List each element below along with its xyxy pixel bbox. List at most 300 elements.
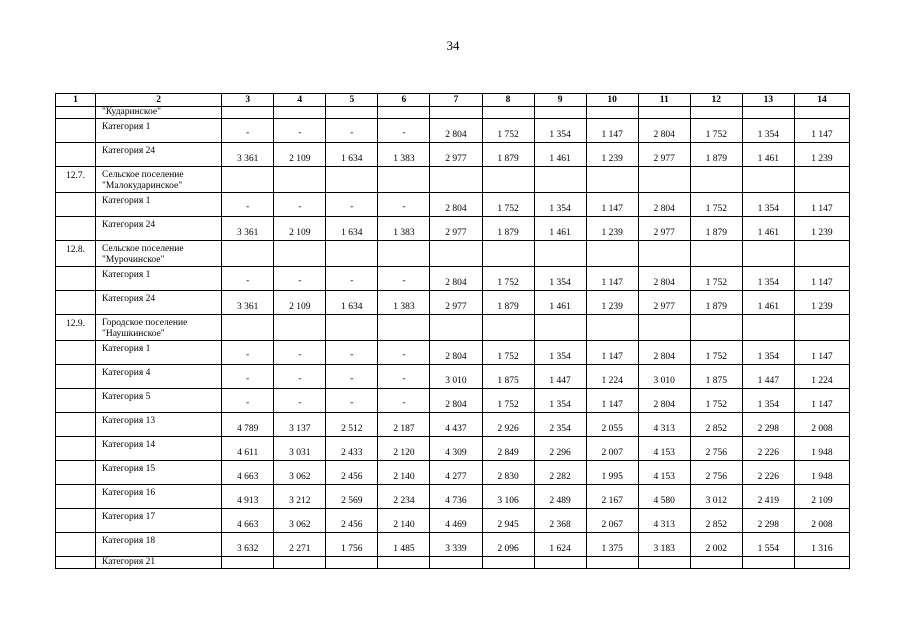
value-cell [742,241,794,267]
row-index: 12.9. [56,315,96,341]
value-cell: 4 277 [430,461,482,485]
row-index [56,509,96,533]
value-cell: 4 580 [638,485,690,509]
value-cell: 2 067 [586,509,638,533]
column-header-6: 6 [378,94,430,107]
row-index [56,107,96,119]
value-cell: 1 879 [482,143,534,167]
value-cell: 2 109 [274,217,326,241]
value-cell: 2 120 [378,437,430,461]
value-cell: 1 224 [794,365,849,389]
row-name: Категория 18 [96,533,222,557]
value-cell [794,315,849,341]
value-cell: 1 879 [690,217,742,241]
value-cell: - [326,119,378,143]
table-row [56,461,850,485]
row-index: 12.8. [56,241,96,267]
value-cell: 1 554 [742,533,794,557]
value-cell: - [274,365,326,389]
row-name: Категория 5 [96,389,222,413]
column-header-14: 14 [794,94,849,107]
column-header-1: 1 [56,94,96,107]
value-cell [274,167,326,193]
value-cell: 1 752 [690,389,742,413]
value-cell [690,107,742,119]
value-cell [430,557,482,569]
value-cell [326,557,378,569]
table-row [56,557,850,569]
value-cell: 2 226 [742,437,794,461]
row-name: Сельское поселение "Мурочинское" [96,241,222,267]
value-cell [794,241,849,267]
value-cell: 2 296 [534,437,586,461]
value-cell: 2 512 [326,413,378,437]
value-cell: 3 012 [690,485,742,509]
value-cell: 3 062 [274,461,326,485]
row-index [56,365,96,389]
row-name: Категория 13 [96,413,222,437]
value-cell: - [326,365,378,389]
value-cell: - [274,267,326,291]
value-cell: - [378,341,430,365]
value-cell [638,107,690,119]
value-cell: 2 804 [638,193,690,217]
value-cell: 4 789 [222,413,274,437]
value-cell [378,167,430,193]
value-cell [586,241,638,267]
value-cell: 1 752 [482,119,534,143]
value-cell: 3 183 [638,533,690,557]
value-cell: 2 140 [378,509,430,533]
value-cell: 1 239 [586,291,638,315]
row-index [56,341,96,365]
value-cell [690,315,742,341]
value-cell [690,557,742,569]
row-index: 12.7. [56,167,96,193]
value-cell: 2 298 [742,509,794,533]
value-cell [274,107,326,119]
value-cell: 3 106 [482,485,534,509]
value-cell: 1 354 [742,267,794,291]
value-cell: 1 624 [534,533,586,557]
row-index [56,143,96,167]
value-cell: 2 096 [482,533,534,557]
value-cell: 3 632 [222,533,274,557]
value-cell: 2 977 [430,291,482,315]
value-cell: 2 569 [326,485,378,509]
value-cell: 1 485 [378,533,430,557]
value-cell: 1 879 [690,291,742,315]
value-cell: 1 147 [586,341,638,365]
value-cell [638,241,690,267]
value-cell: 1 752 [690,119,742,143]
value-cell [482,107,534,119]
value-cell: - [378,193,430,217]
row-name: Категория 21 [96,557,222,569]
value-cell: 3 010 [430,365,482,389]
value-cell: 1 995 [586,461,638,485]
value-cell: - [274,119,326,143]
value-cell [274,241,326,267]
value-cell [534,107,586,119]
value-cell: 1 383 [378,143,430,167]
value-cell: - [222,389,274,413]
value-cell: 1 461 [742,217,794,241]
table-row [56,217,850,241]
value-cell [378,241,430,267]
value-cell: 2 007 [586,437,638,461]
value-cell: 1 461 [534,143,586,167]
table-row [56,533,850,557]
row-name: Категория 1 [96,267,222,291]
value-cell: 1 354 [534,193,586,217]
value-cell: 2 109 [794,485,849,509]
value-cell: 4 309 [430,437,482,461]
value-cell: 1 752 [482,267,534,291]
value-cell: 2 852 [690,509,742,533]
value-cell [222,315,274,341]
value-cell: - [274,341,326,365]
value-cell: - [378,389,430,413]
value-cell: 1 752 [690,267,742,291]
table-body [56,107,850,569]
value-cell: 2 008 [794,413,849,437]
row-name: Категория 14 [96,437,222,461]
row-index [56,119,96,143]
value-cell [274,557,326,569]
value-cell: 1 752 [690,341,742,365]
value-cell: 1 147 [794,119,849,143]
value-cell: 1 875 [482,365,534,389]
value-cell [326,107,378,119]
value-cell [326,315,378,341]
value-cell: 4 663 [222,461,274,485]
value-cell: 2 140 [378,461,430,485]
table-header-row [56,94,850,107]
value-cell: 1 875 [690,365,742,389]
value-cell: 2 756 [690,461,742,485]
value-cell: 1 354 [742,193,794,217]
value-cell: 1 354 [742,119,794,143]
value-cell: 2 977 [638,217,690,241]
value-cell: 1 756 [326,533,378,557]
row-name: Категория 17 [96,509,222,533]
value-cell: - [274,389,326,413]
value-cell: 2 109 [274,143,326,167]
value-cell: 1 354 [534,389,586,413]
tariff-table [55,93,850,569]
value-cell: - [378,365,430,389]
value-cell: 1 383 [378,217,430,241]
value-cell [222,107,274,119]
value-cell: 1 879 [482,291,534,315]
value-cell [742,315,794,341]
value-cell: 4 736 [430,485,482,509]
value-cell: 2 368 [534,509,586,533]
value-cell: 2 002 [690,533,742,557]
value-cell: 1 147 [794,267,849,291]
column-header-3: 3 [222,94,274,107]
value-cell [222,241,274,267]
value-cell: 1 147 [586,193,638,217]
value-cell: 2 456 [326,461,378,485]
row-name: Категория 1 [96,341,222,365]
row-index [56,413,96,437]
table-row [56,389,850,413]
value-cell: 2 433 [326,437,378,461]
value-cell: - [326,267,378,291]
value-cell: 1 879 [690,143,742,167]
value-cell: 2 804 [638,119,690,143]
row-index [56,485,96,509]
value-cell: 3 361 [222,217,274,241]
value-cell [690,241,742,267]
value-cell: 1 354 [534,341,586,365]
value-cell [534,557,586,569]
value-cell: 1 354 [742,341,794,365]
column-header-4: 4 [274,94,326,107]
section-row [56,167,850,193]
value-cell: 2 852 [690,413,742,437]
value-cell: 1 461 [742,291,794,315]
value-cell: 1 447 [742,365,794,389]
value-cell: 2 804 [430,119,482,143]
value-cell: 2 977 [430,217,482,241]
value-cell [586,315,638,341]
row-name: Категория 24 [96,217,222,241]
value-cell: - [274,193,326,217]
value-cell: 2 977 [638,291,690,315]
row-index [56,557,96,569]
row-index [56,389,96,413]
value-cell: - [378,267,430,291]
column-header-2: 2 [96,94,222,107]
value-cell [482,315,534,341]
value-cell [222,557,274,569]
value-cell: 2 234 [378,485,430,509]
value-cell: 2 282 [534,461,586,485]
value-cell: 1 461 [534,217,586,241]
value-cell: 1 461 [534,291,586,315]
value-cell: 1 383 [378,291,430,315]
column-header-5: 5 [326,94,378,107]
table-row [56,437,850,461]
row-name: Категория 15 [96,461,222,485]
row-index [56,193,96,217]
value-cell: 3 137 [274,413,326,437]
value-cell: 2 804 [638,267,690,291]
row-index [56,291,96,315]
value-cell [326,241,378,267]
value-cell [482,557,534,569]
value-cell [794,107,849,119]
value-cell: - [222,267,274,291]
value-cell: 2 008 [794,509,849,533]
value-cell: 1 147 [586,119,638,143]
value-cell: 4 153 [638,437,690,461]
value-cell: 2 187 [378,413,430,437]
table-row [56,143,850,167]
row-name: Категория 1 [96,119,222,143]
value-cell: 2 804 [638,389,690,413]
section-row [56,315,850,341]
value-cell [534,167,586,193]
value-cell: - [222,341,274,365]
table-row [56,291,850,315]
value-cell: 1 316 [794,533,849,557]
value-cell: 1 354 [742,389,794,413]
value-cell [742,107,794,119]
row-name: Категория 16 [96,485,222,509]
value-cell: 1 239 [794,291,849,315]
value-cell: 4 469 [430,509,482,533]
value-cell: - [326,389,378,413]
value-cell: 4 437 [430,413,482,437]
row-name: Сельское поселение "Малокударинское" [96,167,222,193]
row-name: Городское поселение "Наушкинское" [96,315,222,341]
value-cell: 2 945 [482,509,534,533]
value-cell: 2 977 [638,143,690,167]
value-cell: 2 977 [430,143,482,167]
value-cell: 2 830 [482,461,534,485]
table-row [56,107,850,119]
value-cell [638,167,690,193]
value-cell: - [222,365,274,389]
value-cell: 1 948 [794,461,849,485]
table-row [56,341,850,365]
value-cell: 2 167 [586,485,638,509]
value-cell [586,557,638,569]
value-cell [794,167,849,193]
value-cell: 1 239 [586,143,638,167]
row-index [56,533,96,557]
value-cell [742,557,794,569]
value-cell: 2 756 [690,437,742,461]
value-cell [690,167,742,193]
value-cell: 1 752 [482,389,534,413]
value-cell: 1 879 [482,217,534,241]
value-cell [222,167,274,193]
column-header-11: 11 [638,94,690,107]
table-row [56,485,850,509]
value-cell [430,241,482,267]
value-cell: 1 239 [586,217,638,241]
value-cell [274,315,326,341]
value-cell: 1 752 [690,193,742,217]
value-cell: 1 147 [794,193,849,217]
value-cell: 4 313 [638,509,690,533]
value-cell [534,241,586,267]
value-cell: 1 147 [794,341,849,365]
value-cell: - [222,193,274,217]
value-cell: 1 147 [586,267,638,291]
value-cell: - [326,341,378,365]
row-name: Категория 4 [96,365,222,389]
value-cell: 2 298 [742,413,794,437]
value-cell: 2 804 [430,193,482,217]
value-cell: - [378,119,430,143]
value-cell: 2 804 [430,267,482,291]
value-cell: 1 375 [586,533,638,557]
value-cell: 2 456 [326,509,378,533]
value-cell [482,167,534,193]
row-name: Категория 24 [96,291,222,315]
value-cell: 1 147 [794,389,849,413]
page-number: 34 [446,38,460,53]
value-cell: 1 447 [534,365,586,389]
value-cell: 1 752 [482,341,534,365]
value-cell: 1 354 [534,119,586,143]
value-cell: 3 361 [222,291,274,315]
row-name: Категория 1 [96,193,222,217]
value-cell: 1 354 [534,267,586,291]
row-index [56,461,96,485]
row-index [56,217,96,241]
value-cell: 1 752 [482,193,534,217]
row-index [56,267,96,291]
value-cell [378,315,430,341]
value-cell: 1 239 [794,217,849,241]
value-cell: 1 634 [326,291,378,315]
table-row [56,365,850,389]
column-header-13: 13 [742,94,794,107]
value-cell: 3 361 [222,143,274,167]
value-cell [742,167,794,193]
value-cell: 4 611 [222,437,274,461]
value-cell: 4 153 [638,461,690,485]
value-cell: - [326,193,378,217]
value-cell: 2 271 [274,533,326,557]
value-cell: 4 913 [222,485,274,509]
value-cell [534,315,586,341]
value-cell: 1 634 [326,143,378,167]
value-cell: 2 419 [742,485,794,509]
column-header-7: 7 [430,94,482,107]
value-cell [638,557,690,569]
table-row [56,119,850,143]
value-cell: 2 926 [482,413,534,437]
value-cell: 3 339 [430,533,482,557]
value-cell: 1 634 [326,217,378,241]
value-cell: 2 109 [274,291,326,315]
row-name: "Кударинское" [96,107,222,119]
row-name: Категория 24 [96,143,222,167]
value-cell: 4 663 [222,509,274,533]
table-row [56,193,850,217]
value-cell [430,167,482,193]
value-cell: 3 062 [274,509,326,533]
value-cell [430,315,482,341]
value-cell: 2 804 [430,389,482,413]
column-header-9: 9 [534,94,586,107]
value-cell: 3 031 [274,437,326,461]
value-cell [326,167,378,193]
value-cell [378,107,430,119]
value-cell: 1 239 [794,143,849,167]
value-cell [378,557,430,569]
value-cell: 3 010 [638,365,690,389]
value-cell: 1 948 [794,437,849,461]
section-row [56,241,850,267]
value-cell [794,557,849,569]
value-cell: - [222,119,274,143]
column-header-8: 8 [482,94,534,107]
value-cell: 3 212 [274,485,326,509]
value-cell [586,107,638,119]
column-header-10: 10 [586,94,638,107]
value-cell [482,241,534,267]
table-row [56,413,850,437]
